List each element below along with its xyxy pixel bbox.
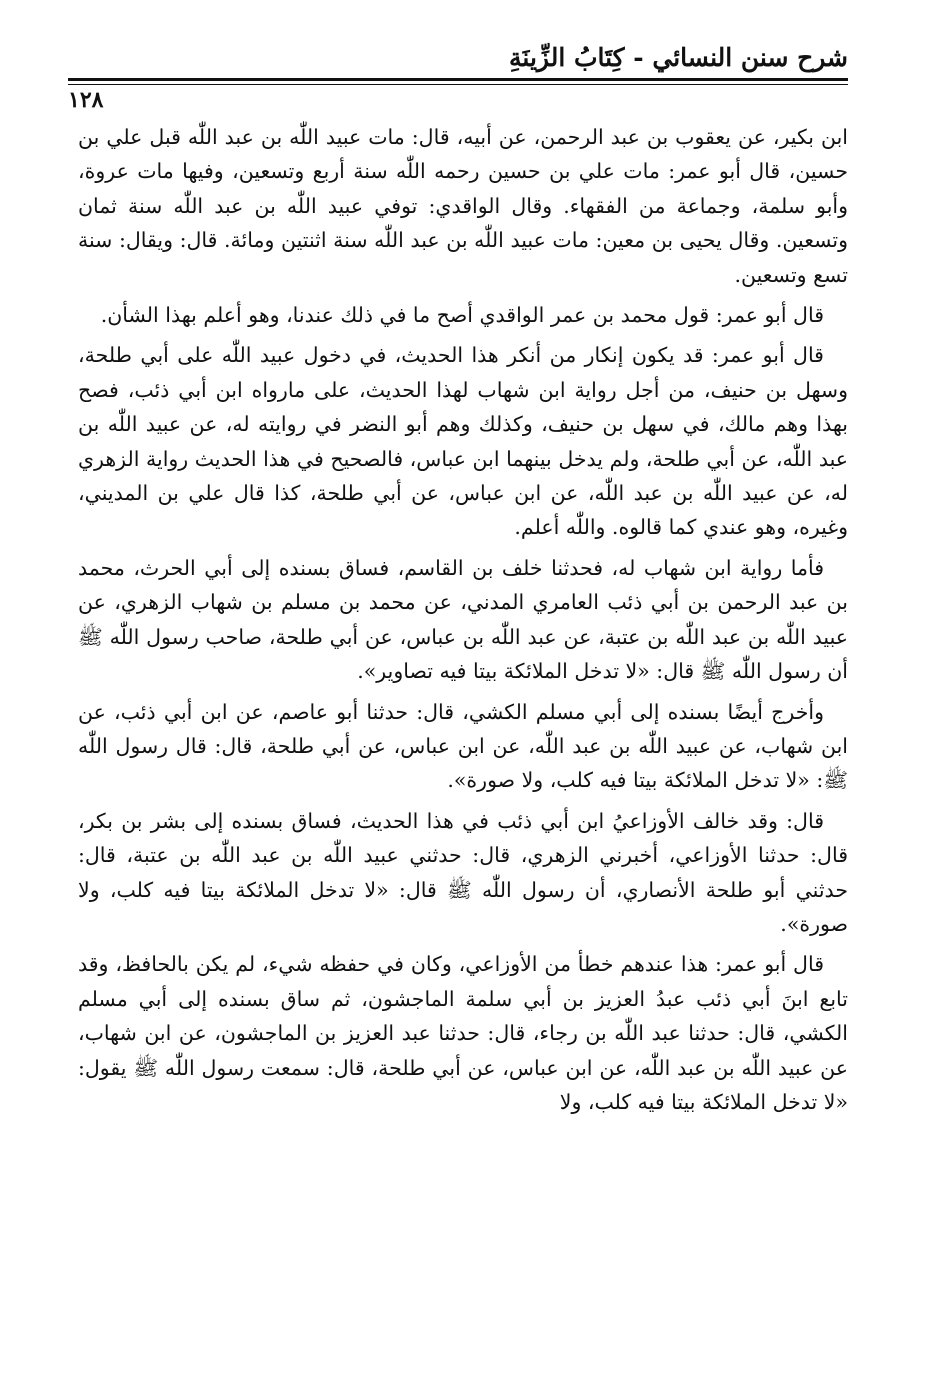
paragraph: قال أبو عمر: قد يكون إنكار من أنكر هذا الحديث، في دخول عبيد اللّٰه على أبي طلحة، وسهل بن حنيف، من أجل رواية ابن شهاب لهذا الحديث، على مارواه ابن أبي ذئب، فصح بهذا وهم مالك، في سهل بن حنيف، وكذلك وهم أبو النضر في روايته له، عن عبيد اللّٰه بن عبد اللّٰه، عن أبي طلحة، ولم يدخل بينهما ابن عباس، فالصحيح في هذا الحديث رواية الزهري له، عن عبيد اللّٰه بن عبد اللّٰه، عن ابن عباس، عن أبي طلحة، كذا قال علي بن المديني، وغيره، وهو عندي كما قالوه. واللّٰه أعلم. (78, 343, 848, 540)
paragraph: قال: وقد خالف الأوزاعيُ ابن أبي ذئب في هذا الحديث، فساق بسنده إلى بشر بن بكر، قال: حدثنا الأوزاعي، أخبرني الزهري، قال: حدثني عبيد اللّٰه بن عبد اللّٰه بن عتبة، قال: حدثني أبو طلحة الأنصاري، أن رسول اللّٰه ﷺ قال: «لا تدخل الملائكة بيتا فيه كلب، ولا صورة». (78, 808, 848, 936)
paragraph: ابن بكير، عن يعقوب بن عبد الرحمن، عن أبيه، قال: مات عبيد اللّٰه بن عبد اللّٰه قبل علي بن حسين، قال أبو عمر: مات علي بن حسين رحمه اللّٰه سنة أربع وتسعين، وفيها مات عروة، وأبو سلمة، وجماعة من الفقهاء. وقال الواقدي: توفي عبيد اللّٰه بن عبد اللّٰه سنة ثمان وتسعين. وقال يحيى بن معين: مات عبيد اللّٰه بن عبد اللّٰه سنة اثنتين ومائة. قال: ويقال: سنة تسع وتسعين. (78, 125, 848, 287)
page-header (68, 40, 848, 113)
header-rule-thick (68, 78, 848, 81)
running-title: شرح سنن النسائي - كِتَابُ الزِّينَةِ (509, 43, 848, 72)
paragraph: قال أبو عمر: قول محمد بن عمر الواقدي أصح ما في ذلك عندنا، وهو أعلم بهذا الشأن. (100, 303, 824, 328)
body-text (78, 120, 848, 1360)
paragraph: قال أبو عمر: هذا عندهم خطأ من الأوزاعي، وكان في حفظه شيء، لم يكن بالحافظ، وقد تابع ابنَ أبي ذئب عبدُ العزيز بن أبي سلمة الماجشون، ثم ساق بسنده إلى أبي مسلم الكشي، قال: حدثنا عبد اللّٰه بن رجاء، قال: حدثنا عبد العزيز بن الماجشون، عن ابن شهاب، عن عبيد اللّٰه بن عبد اللّٰه، عن ابن عباس، عن أبي طلحة، قال: سمعت رسول اللّٰه ﷺ يقول: «لا تدخل الملائكة بيتا فيه كلب، ولا (78, 952, 848, 1114)
header-rule-thin (68, 84, 848, 85)
paragraph: فأما رواية ابن شهاب له، فحدثنا خلف بن القاسم، فساق بسنده إلى أبي الحرث، محمد بن عبد الرحمن بن أبي ذئب العامري المدني، عن محمد بن مسلم بن شهاب الزهري، عن عبيد اللّٰه بن عبد اللّٰه بن عتبة، عن عبد اللّٰه بن عباس، عن أبي طلحة، صاحب رسول اللّٰه ﷺ أن رسول اللّٰه ﷺ قال: «لا تدخل الملائكة بيتا فيه تصاوير». (78, 555, 848, 684)
page-number: ١٢٨ (68, 87, 104, 113)
paragraph: وأخرج أيضًا بسنده إلى أبي مسلم الكشي، قال: حدثنا أبو عاصم، عن ابن أبي ذئب، عن ابن شهاب، عن عبيد اللّٰه بن عبد اللّٰه، عن ابن عباس، عن أبي طلحة، قال: قال رسول اللّٰه ﷺ: «لا تدخل الملائكة بيتا فيه كلب، ولا صورة». (78, 699, 848, 793)
